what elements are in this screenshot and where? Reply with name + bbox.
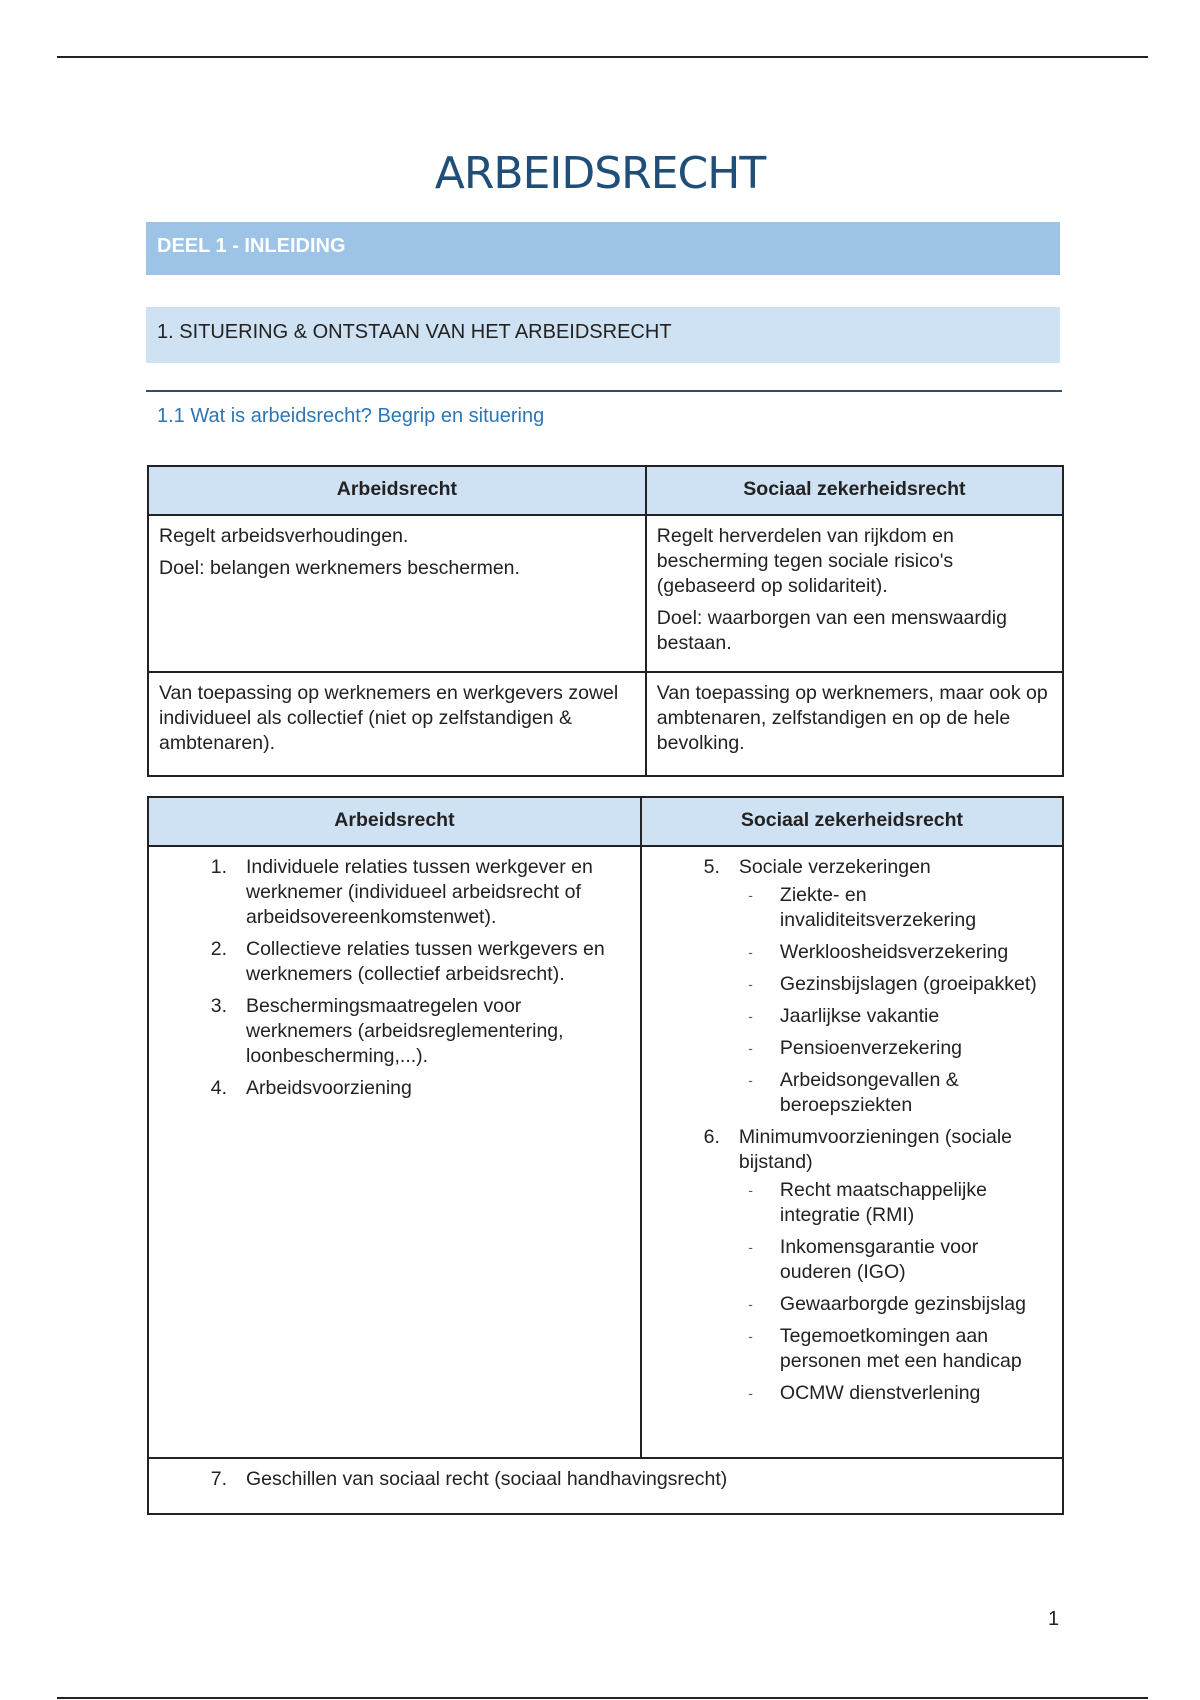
- list-text: Arbeidsvoorziening: [246, 1077, 412, 1099]
- bullet-text: OCMW dienstverlening: [779, 1382, 981, 1404]
- bullet-dash-icon: -: [748, 1385, 753, 1401]
- bullet-item: [680, 1004, 1052, 1029]
- bullet-text: Werkloosheidsverzekering: [779, 941, 1009, 963]
- bullet-text: Tegemoetkomingen aan personen met een handicap: [779, 1325, 1022, 1372]
- bullet-text: Arbeidsongevallen & beroepsziekten: [779, 1069, 959, 1116]
- part-heading-banner: [146, 222, 1060, 275]
- table-row: [148, 672, 1063, 776]
- bullet-item: [680, 1381, 1052, 1406]
- list-item: [680, 1125, 1052, 1406]
- column-header: Arbeidsrecht: [148, 466, 646, 515]
- list-text: Geschillen van sociaal recht (sociaal handhavingsrecht): [246, 1468, 728, 1490]
- bullet-item: [680, 1178, 1052, 1228]
- table-cell: [148, 846, 641, 1458]
- numbered-list: [159, 855, 630, 1101]
- table-header-row: [148, 797, 1063, 846]
- list-number: 6.: [703, 1126, 720, 1148]
- cell-paragraph: Doel: belangen werknemers beschermen.: [159, 557, 520, 579]
- table-row: [148, 846, 1063, 1458]
- footer-rule: [57, 1697, 1148, 1699]
- cell-paragraph: Regelt arbeidsverhoudingen.: [159, 525, 409, 547]
- cell-paragraph: Regelt herverdelen van rijkdom en bescherming tegen sociale risico's (gebaseerd op solidariteit).: [656, 525, 954, 597]
- comparison-table-2: [147, 796, 1064, 1515]
- list-item: [187, 1467, 1052, 1492]
- page-number: 1: [1048, 1608, 1060, 1630]
- bullet-item: [680, 1324, 1052, 1374]
- subsection-heading: 1.1 Wat is arbeidsrecht? Begrip en situering: [157, 405, 545, 427]
- bullet-item: [680, 1068, 1052, 1118]
- bullet-dash-icon: -: [748, 1239, 753, 1255]
- bullet-dash-icon: -: [748, 1072, 753, 1088]
- bullet-dash-icon: -: [748, 1182, 753, 1198]
- list-item: [187, 1076, 630, 1101]
- list-text: Collectieve relaties tussen werkgevers en werknemers (collectief arbeidsrecht).: [246, 938, 605, 985]
- bullet-list: [680, 1178, 1052, 1406]
- numbered-list: [652, 855, 1052, 1406]
- part-heading: DEEL 1 - INLEIDING: [157, 235, 346, 257]
- bullet-dash-icon: -: [748, 1008, 753, 1024]
- section-heading-banner: [146, 307, 1060, 363]
- comparison-table-1: [147, 465, 1064, 777]
- bullet-dash-icon: -: [748, 976, 753, 992]
- table-cell: [641, 846, 1063, 1458]
- bullet-item: [680, 1235, 1052, 1285]
- document-title: ARBEIDSRECHT: [434, 148, 766, 199]
- table-cell: [646, 672, 1063, 776]
- list-number: 1.: [210, 856, 227, 878]
- list-text: Sociale verzekeringen: [738, 856, 931, 878]
- bullet-text: Jaarlijkse vakantie: [779, 1005, 940, 1027]
- bullet-text: Inkomensgarantie voor ouderen (IGO): [779, 1236, 979, 1283]
- bullet-item: [680, 972, 1052, 997]
- table-cell: [148, 1458, 1063, 1514]
- list-number: 4.: [210, 1077, 227, 1099]
- bullet-list: [680, 883, 1052, 1118]
- table-row: [148, 515, 1063, 672]
- list-text: Minimumvoorzieningen (sociale bijstand): [738, 1126, 1013, 1173]
- subsection-rule: [146, 390, 1062, 392]
- cell-paragraph: Van toepassing op werknemers, maar ook op ambtenaren, zelfstandigen en op de hele bevolking.: [656, 682, 1048, 754]
- list-text: Beschermingsmaatregelen voor werknemers (arbeidsreglementering, loonbescherming,...).: [246, 995, 564, 1067]
- bullet-item: [680, 1292, 1052, 1317]
- bullet-item: [680, 940, 1052, 965]
- column-header: Arbeidsrecht: [148, 797, 641, 846]
- table-cell: [148, 515, 646, 672]
- bullet-item: [680, 1036, 1052, 1061]
- column-header: Sociaal zekerheidsrecht: [646, 466, 1063, 515]
- bullet-dash-icon: -: [748, 887, 753, 903]
- table-cell: [148, 672, 646, 776]
- header-rule: [57, 56, 1148, 58]
- bullet-dash-icon: -: [748, 944, 753, 960]
- list-text: Individuele relaties tussen werkgever en werknemer (individueel arbeidsrecht of arbeidsovereenkomstenwet).: [246, 856, 593, 928]
- list-number: 3.: [210, 995, 227, 1017]
- bullet-dash-icon: -: [748, 1040, 753, 1056]
- column-header: Sociaal zekerheidsrecht: [641, 797, 1063, 846]
- bullet-dash-icon: -: [748, 1296, 753, 1312]
- section-heading: 1. SITUERING & ONTSTAAN VAN HET ARBEIDSRECHT: [157, 321, 672, 343]
- bullet-item: [680, 883, 1052, 933]
- bullet-text: Pensioenverzekering: [779, 1037, 963, 1059]
- list-item: [680, 855, 1052, 1118]
- table-row: [148, 1458, 1063, 1514]
- bullet-text: Recht maatschappelijke integratie (RMI): [779, 1179, 987, 1226]
- table-header-row: [148, 466, 1063, 515]
- bullet-dash-icon: -: [748, 1328, 753, 1344]
- list-item: [187, 994, 630, 1069]
- list-number: 2.: [210, 938, 227, 960]
- bullet-text: Gezinsbijslagen (groeipakket): [779, 973, 1037, 995]
- list-item: [187, 937, 630, 987]
- list-number: 7.: [210, 1468, 227, 1490]
- cell-paragraph: Van toepassing op werknemers en werkgevers zowel individueel als collectief (niet op zelfstandigen & ambtenaren).: [159, 682, 619, 754]
- bullet-text: Gewaarborgde gezinsbijslag: [779, 1293, 1026, 1315]
- table-cell: [646, 515, 1063, 672]
- cell-paragraph: Doel: waarborgen van een menswaardig bestaan.: [656, 607, 1007, 654]
- list-number: 5.: [703, 856, 720, 878]
- list-item: [187, 855, 630, 930]
- bullet-text: Ziekte- en invaliditeitsverzekering: [779, 884, 977, 931]
